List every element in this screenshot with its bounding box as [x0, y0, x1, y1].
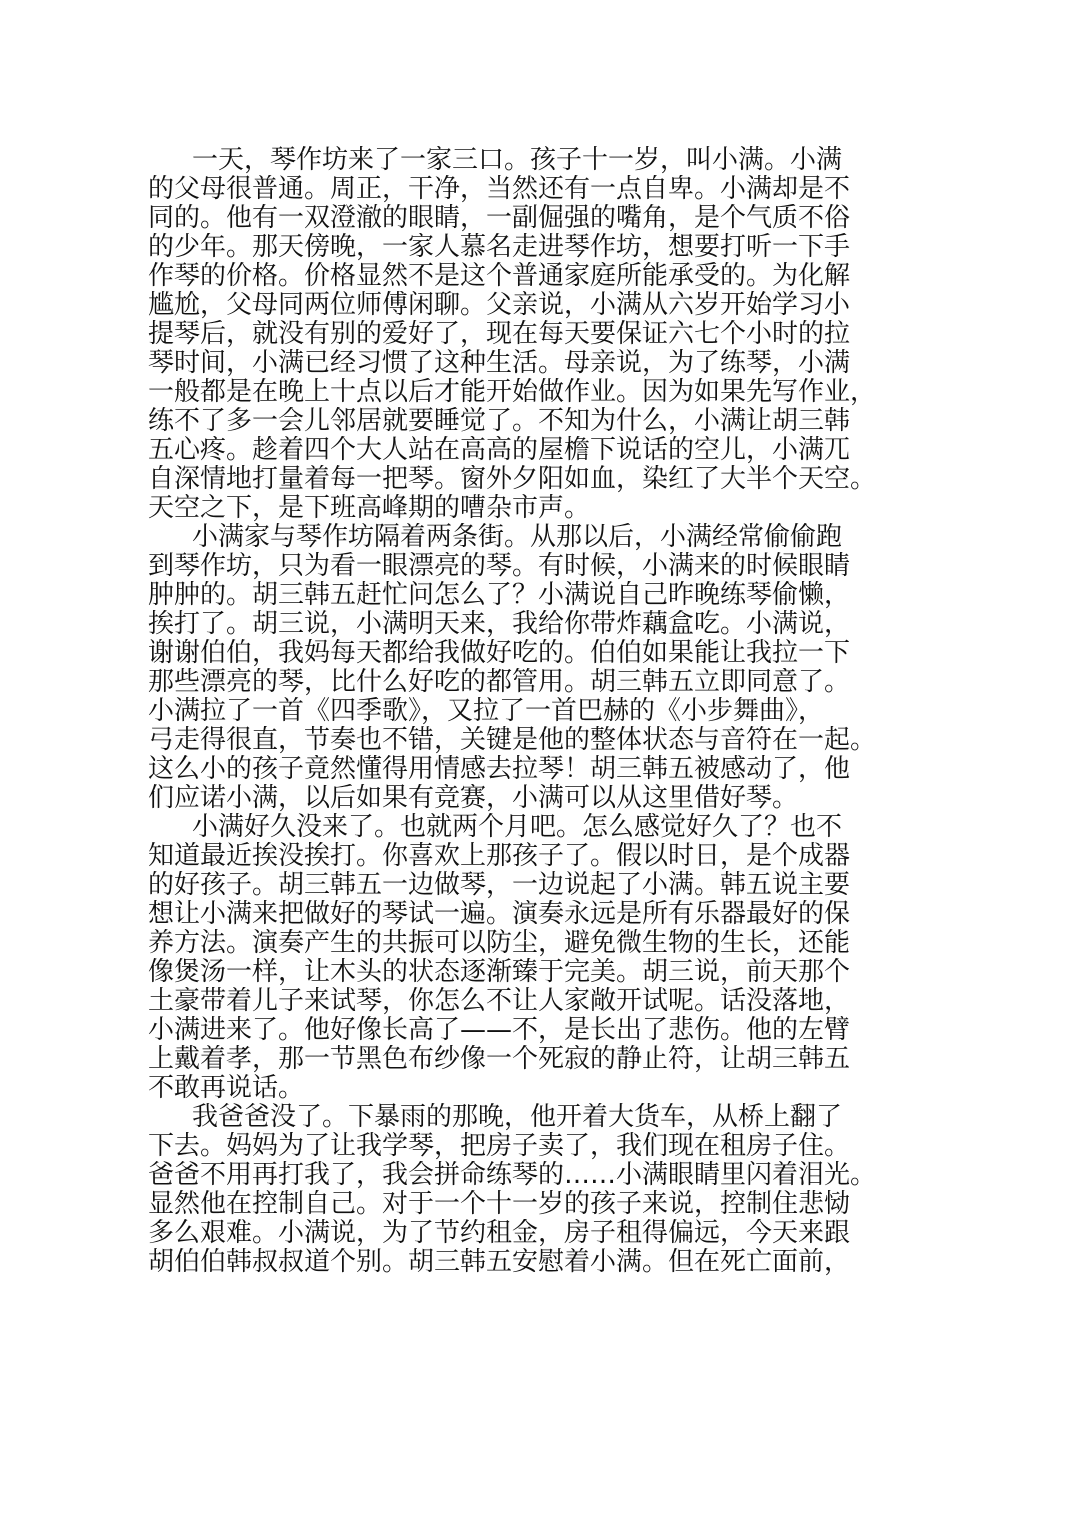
- text-line: 上戴着孝，那一节黑色布纱像一个死寂的静止符，让胡三韩五: [148, 1045, 851, 1074]
- text-line: 的好孩子。胡三韩五一边做琴，一边说起了小满。韩五说主要: [148, 871, 851, 900]
- text-line: 想让小满来把做好的琴试一遍。演奏永远是所有乐器最好的保: [148, 900, 851, 929]
- text-line: 们应诺小满，以后如果有竞赛，小满可以从这里借好琴。: [148, 784, 799, 813]
- text-line: 这么小的孩子竟然懂得用情感去拉琴！胡三韩五被感动了，他: [148, 755, 851, 784]
- text-line: 知道最近挨没挨打。你喜欢上那孩子了。假以时日，是个成器: [148, 842, 851, 871]
- text-line: 五心疼。趁着四个大人站在高高的屋檐下说话的空儿，小满兀: [148, 436, 851, 465]
- text-line: 尴尬，父母同两位师傅闲聊。父亲说，小满从六岁开始学习小: [148, 291, 851, 320]
- text-line: 琴时间，小满已经习惯了这种生活。母亲说，为了练琴，小满: [148, 349, 851, 378]
- paragraph-first-line: 一天，琴作坊来了一家三口。孩子十一岁，叫小满。小满: [192, 146, 843, 175]
- text-line: 小满拉了一首《四季歌》，又拉了一首巴赫的《小步舞曲》，: [148, 697, 825, 726]
- text-line: 多么艰难。小满说，为了节约租金，房子租得偏远，今天来跟: [148, 1219, 851, 1248]
- text-line: 养方法。演奏产生的共振可以防尘，避免微生物的生长，还能: [148, 929, 851, 958]
- paragraph-first-line: 小满家与琴作坊隔着两条街。从那以后，小满经常偷偷跑: [192, 523, 843, 552]
- text-line: 作琴的价格。价格显然不是这个普通家庭所能承受的。为化解: [148, 262, 851, 291]
- text-line: 的少年。那天傍晚，一家人慕名走进琴作坊，想要打听一下手: [148, 233, 851, 262]
- text-line: 弓走得很直，节奏也不错，关键是他的整体状态与音符在一起。: [148, 726, 877, 755]
- paragraph-first-line: 小满好久没来了。也就两个月吧。怎么感觉好久了？也不: [192, 813, 843, 842]
- text-line: 像煲汤一样，让木头的状态逐渐臻于完美。胡三说，前天那个: [148, 958, 851, 987]
- text-line: 一般都是在晚上十点以后才能开始做作业。因为如果先写作业，: [148, 378, 877, 407]
- text-line: 肿肿的。胡三韩五赶忙问怎么了？小满说自己昨晚练琴偷懒，: [148, 581, 851, 610]
- paragraph-first-line: 我爸爸没了。下暴雨的那晚，他开着大货车，从桥上翻了: [192, 1103, 843, 1132]
- text-line: 显然他在控制自己。对于一个十一岁的孩子来说，控制住悲恸: [148, 1190, 851, 1219]
- text-line: 提琴后，就没有别的爱好了，现在每天要保证六七个小时的拉: [148, 320, 851, 349]
- text-line: 那些漂亮的琴，比什么好吃的都管用。胡三韩五立即同意了。: [148, 668, 851, 697]
- text-line: 同的。他有一双澄澈的眼睛，一副倔强的嘴角，是个气质不俗: [148, 204, 851, 233]
- text-line: 爸爸不用再打我了，我会拼命练琴的……小满眼睛里闪着泪光。: [148, 1161, 877, 1190]
- text-line: 不敢再说话。: [148, 1074, 305, 1103]
- text-line: 土豪带着儿子来试琴，你怎么不让人家敞开试呢。话没落地，: [148, 987, 851, 1016]
- text-line: 到琴作坊，只为看一眼漂亮的琴。有时候，小满来的时候眼睛: [148, 552, 851, 581]
- text-line: 自深情地打量着每一把琴。窗外夕阳如血，染红了大半个天空。: [148, 465, 877, 494]
- text-line: 谢谢伯伯，我妈每天都给我做好吃的。伯伯如果能让我拉一下: [148, 639, 851, 668]
- text-line: 的父母很普通。周正，干净，当然还有一点自卑。小满却是不: [148, 175, 851, 204]
- text-line: 小满进来了。他好像长高了——不，是长出了悲伤。他的左臂: [148, 1016, 851, 1045]
- text-line: 练不了多一会儿邻居就要睡觉了。不知为什么，小满让胡三韩: [148, 407, 851, 436]
- body-text: [148, 146, 948, 1277]
- text-line: 下去。妈妈为了让我学琴，把房子卖了，我们现在租房子住。: [148, 1132, 851, 1161]
- text-line: 挨打了。胡三说，小满明天来，我给你带炸藕盒吃。小满说，: [148, 610, 851, 639]
- text-line: 天空之下，是下班高峰期的嘈杂市声。: [148, 494, 591, 523]
- text-line: 胡伯伯韩叔叔道个别。胡三韩五安慰着小满。但在死亡面前，: [148, 1248, 851, 1277]
